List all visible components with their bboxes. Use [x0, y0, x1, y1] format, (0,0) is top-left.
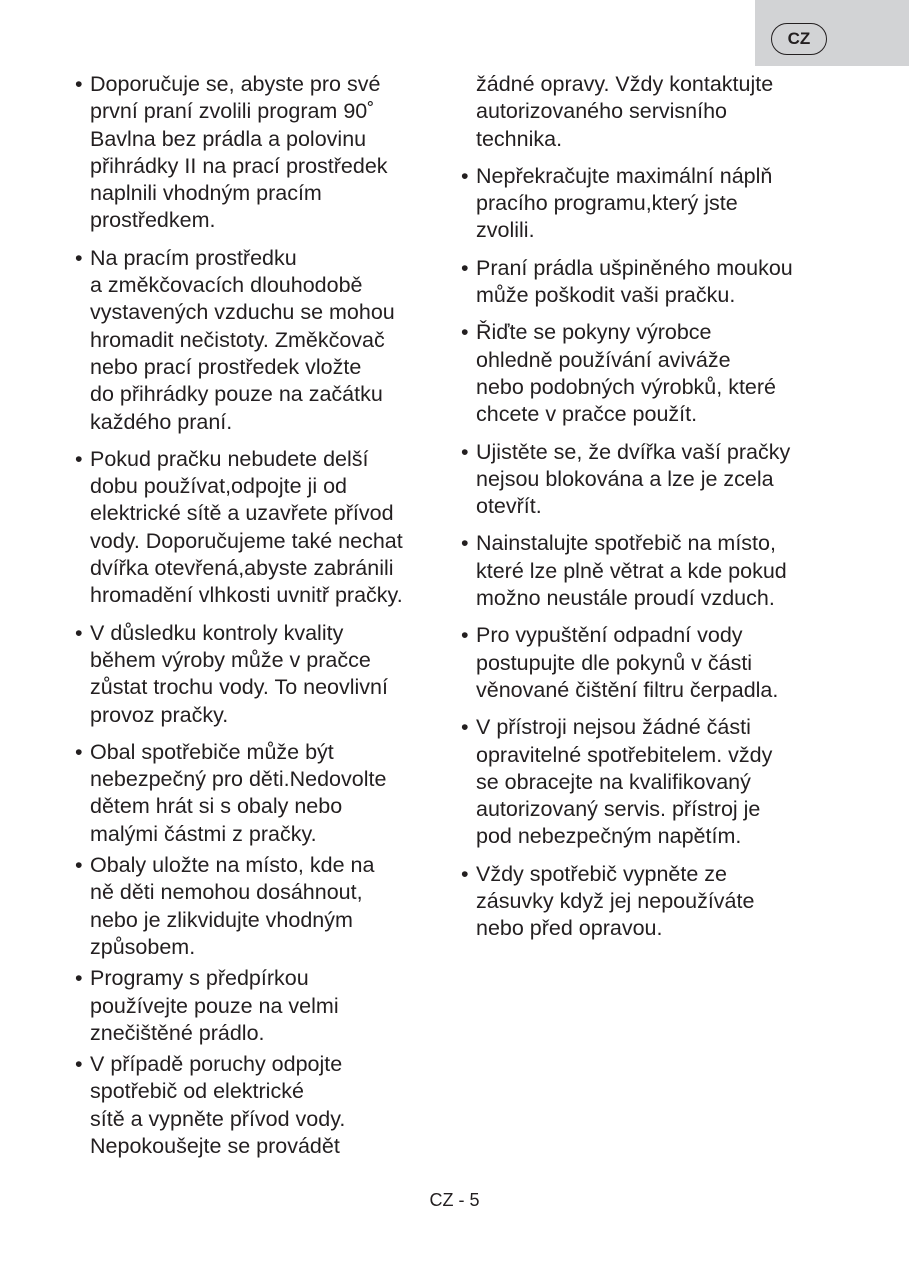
bullet-point: •	[461, 163, 469, 188]
text-line: pod nebezpečným napětím.	[476, 824, 742, 849]
text-line: Řiďte se pokyny výrobce	[476, 320, 712, 345]
text-line: chcete v pračce použít.	[476, 402, 698, 427]
text-line: nebo je zlikvidujte vhodným	[90, 907, 353, 932]
text-line: prostředkem.	[90, 208, 216, 233]
bullet-point: •	[75, 739, 83, 764]
text-line: nebo prací prostředek vložte	[90, 354, 362, 379]
bullet-item	[461, 255, 841, 310]
text-line: V důsledku kontroly kvality	[90, 620, 344, 645]
text-line: autorizovaný servis. přístroj je	[476, 797, 761, 822]
bullet-point: •	[461, 623, 469, 648]
text-line: Obal spotřebiče může být	[90, 739, 334, 764]
bullet-item	[75, 1051, 450, 1160]
text-line: zásuvky když jej nepoužíváte	[476, 889, 755, 914]
text-line: hromadění vlhkosti uvnitř pračky.	[90, 583, 403, 608]
text-line: může poškodit vaši pračku.	[476, 283, 736, 308]
right-column	[461, 71, 841, 953]
text-line: Programy s předpírkou	[90, 966, 309, 991]
bullet-item	[461, 714, 841, 850]
text-line: nebo před opravou.	[476, 916, 663, 941]
bullet-item	[461, 622, 841, 704]
text-line: naplnili vhodným pracím	[90, 181, 322, 206]
text-line: V přístroji nejsou žádné části	[476, 715, 751, 740]
text-line: Vždy spotřebič vypněte ze	[476, 861, 727, 886]
bullet-point: •	[461, 531, 469, 556]
text-line: používejte pouze na velmi	[90, 993, 339, 1018]
bullet-item	[75, 965, 450, 1047]
bullet-point: •	[75, 446, 83, 471]
text-line: vystavených vzduchu se mohou	[90, 300, 395, 325]
bullet-point: •	[461, 255, 469, 280]
text-line: ně děti nemohou dosáhnout,	[90, 880, 363, 905]
bullet-item	[75, 446, 450, 610]
text-line: V případě poruchy odpojte	[90, 1052, 343, 1077]
text-line: vody. Doporučujeme také nechat	[90, 528, 403, 553]
bullet-item	[461, 861, 841, 943]
text-line: elektrické sítě a uzavřete přívod	[90, 501, 394, 526]
bullet-item	[461, 71, 841, 153]
bullet-item	[75, 620, 450, 729]
bullet-item	[75, 739, 450, 848]
bullet-item	[75, 852, 450, 961]
text-line: každého praní.	[90, 409, 233, 434]
bullet-point: •	[461, 439, 469, 464]
bullet-point: •	[461, 861, 469, 886]
text-line: technika.	[476, 126, 563, 151]
bullet-item	[75, 245, 450, 436]
text-line: Obaly uložte na místo, kde na	[90, 853, 375, 878]
text-line: autorizovaného servisního	[476, 99, 727, 124]
text-line: první praní zvolili program 90˚	[90, 99, 375, 124]
language-badge: CZ	[771, 23, 827, 55]
text-line: Ujistěte se, že dvířka vaší pračky	[476, 439, 791, 464]
text-line: Na pracím prostředku	[90, 245, 297, 270]
bullet-point: •	[75, 245, 83, 270]
text-line: žádné opravy. Vždy kontaktujte	[476, 72, 774, 96]
bullet-item	[75, 71, 450, 235]
text-line: zůstat trochu vody. To neovlivní	[90, 675, 388, 700]
text-line: provoz pračky.	[90, 702, 229, 727]
text-line: přihrádky II na prací prostředek	[90, 153, 388, 178]
text-line: malými částmi z pračky.	[90, 821, 317, 846]
bullet-point: •	[461, 320, 469, 345]
text-line: dětem hrát si s obaly nebo	[90, 794, 343, 819]
text-line: znečištěné prádlo.	[90, 1020, 265, 1045]
text-line: do přihrádky pouze na začátku	[90, 382, 383, 407]
text-line: nebo podobných výrobků, které	[476, 374, 777, 399]
text-line: Praní prádla ušpiněného moukou	[476, 255, 793, 280]
text-line: Bavlna bez prádla a polovinu	[90, 126, 367, 151]
text-line: zvolili.	[476, 218, 535, 243]
bullet-point: •	[75, 72, 83, 96]
text-line: otevřít.	[476, 494, 542, 519]
text-line: které lze plně větrat a kde pokud	[476, 558, 787, 583]
text-line: Pokud pračku nebudete delší	[90, 446, 369, 471]
text-line: způsobem.	[90, 934, 196, 959]
text-line: Nainstalujte spotřebič na místo,	[476, 531, 776, 556]
text-line: Doporučuje se, abyste pro své	[90, 72, 381, 96]
page-number: CZ - 5	[429, 1190, 480, 1210]
text-line: Nepřekračujte maximální náplň	[476, 163, 773, 188]
text-line: během výroby může v pračce	[90, 647, 371, 672]
text-line: a změkčovacích dlouhodobě	[90, 273, 363, 298]
language-tab	[755, 0, 909, 66]
text-line: opravitelné spotřebitelem. vždy	[476, 742, 773, 767]
text-line: sítě a vypněte přívod vody.	[90, 1106, 346, 1131]
bullet-point: •	[461, 715, 469, 740]
bullet-item	[461, 439, 841, 521]
bullet-item	[461, 319, 841, 428]
text-line: pracího programu,který jste	[476, 191, 738, 216]
text-line: hromadit nečistoty. Změkčovač	[90, 327, 385, 352]
text-line: se obracejte na kvalifikovaný	[476, 769, 751, 794]
text-line: nejsou blokována a lze je zcela	[476, 466, 774, 491]
text-line: dobu používat,odpojte ji od	[90, 474, 348, 499]
text-line: ohledně používání aviváže	[476, 347, 731, 372]
left-column	[75, 71, 450, 1170]
text-line: Nepokoušejte se provádět	[90, 1133, 340, 1158]
text-line: dvířka otevřená,abyste zabránili	[90, 556, 394, 581]
bullet-item	[461, 163, 841, 245]
text-line: spotřebič od elektrické	[90, 1079, 304, 1104]
text-line: Pro vypuštění odpadní vody	[476, 623, 743, 648]
bullet-item	[461, 530, 841, 612]
text-line: nebezpečný pro děti.Nedovolte	[90, 767, 387, 792]
bullet-point: •	[75, 966, 83, 991]
text-line: postupujte dle pokynů v části	[476, 650, 753, 675]
bullet-point: •	[75, 853, 83, 878]
text-line: věnované čištění filtru čerpadla.	[476, 677, 779, 702]
bullet-point: •	[75, 1052, 83, 1077]
bullet-point: •	[75, 620, 83, 645]
text-line: možno neustále proudí vzduch.	[476, 586, 775, 611]
